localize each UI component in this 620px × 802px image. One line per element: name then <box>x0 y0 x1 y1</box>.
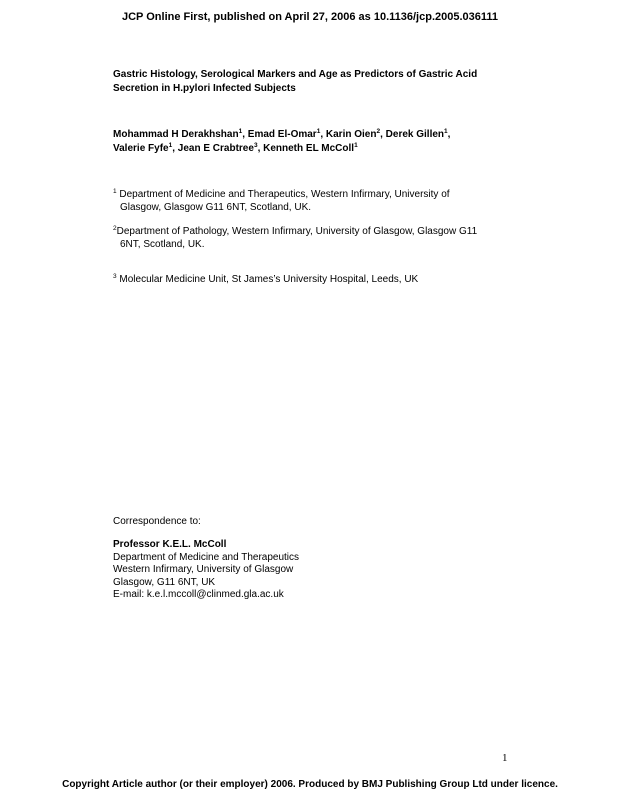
author-affil-sup: 1 <box>316 128 321 135</box>
correspondence-line: Western Infirmary, University of Glasgow <box>113 564 294 575</box>
author-sep: , <box>380 129 386 140</box>
author-name: Emad El-Omar <box>247 129 317 140</box>
author-affil-sup: 2 <box>376 128 381 135</box>
author-sep: , <box>257 143 264 154</box>
correspondence-line: Department of Medicine and Therapeutics <box>113 551 300 563</box>
author-name: Derek Gillen <box>385 129 445 140</box>
author-sep: , <box>320 129 326 140</box>
correspondence-name: Professor K.E.L. McColl <box>113 539 227 550</box>
paper-title <box>113 68 533 96</box>
author-affil-sup: 3 <box>253 142 258 149</box>
affiliation-text: Molecular Medicine Unit, St James’s University Hospital, Leeds, UK <box>116 274 419 285</box>
affiliation-number: 2 <box>113 225 117 232</box>
author-sep: , <box>447 129 451 140</box>
correspondence-address <box>113 539 299 602</box>
author-name: Jean E Crabtree <box>177 143 254 154</box>
author-affil-sup: 1 <box>354 142 358 149</box>
author-sep: , <box>172 143 178 154</box>
author-line <box>113 128 533 142</box>
title-line: Gastric Histology, Serological Markers and Age as Predictors of Gastric Acid <box>113 69 478 80</box>
title-line: Secretion in H.pylori Infected Subjects <box>113 83 296 94</box>
correspondence-email: E-mail: k.e.l.mccoll@clinmed.gla.ac.uk <box>113 589 284 600</box>
page-number: 1 <box>502 752 508 764</box>
author-affil-sup: 1 <box>444 128 448 135</box>
author-name: Valerie Fyfe <box>113 143 169 154</box>
affiliation-3 <box>113 273 513 286</box>
author-affil-sup: 1 <box>238 128 243 135</box>
author-name: Karin Oien <box>325 129 377 140</box>
affiliation-text: Department of Pathology, Western Infirmary, University of Glasgow, Glasgow G11 <box>116 226 478 237</box>
author-sep: , <box>242 129 248 140</box>
affiliation-line <box>113 273 513 286</box>
affiliation-1 <box>113 188 513 214</box>
affiliation-text: Department of Medicine and Therapeutics, Western Infirmary, University of <box>116 189 450 200</box>
affiliation-line <box>113 188 513 201</box>
affiliation-number: 3 <box>113 273 117 280</box>
copyright-footer: Copyright Article author (or their employer) 2006. Produced by BMJ Publishing Group Ltd under licence. <box>62 779 558 790</box>
affiliation-number: 1 <box>113 188 117 195</box>
author-name: Mohammad H Derakhshan <box>113 129 239 140</box>
journal-header: JCP Online First, published on April 27, 2006 as 10.1136/jcp.2005.036111 <box>121 11 499 23</box>
author-line <box>113 142 533 156</box>
affiliation-line <box>113 225 513 238</box>
correspondence-label: Correspondence to: <box>113 516 201 527</box>
affiliation-line: 6NT, Scotland, UK. <box>120 239 205 250</box>
affiliation-2 <box>113 225 513 251</box>
correspondence-line: Glasgow, G11 6NT, UK <box>113 576 216 588</box>
affiliation-line: Glasgow, Glasgow G11 6NT, Scotland, UK. <box>120 202 312 213</box>
author-name: Kenneth EL McColl <box>263 143 355 154</box>
author-affil-sup: 1 <box>168 142 173 149</box>
author-list <box>113 128 533 156</box>
